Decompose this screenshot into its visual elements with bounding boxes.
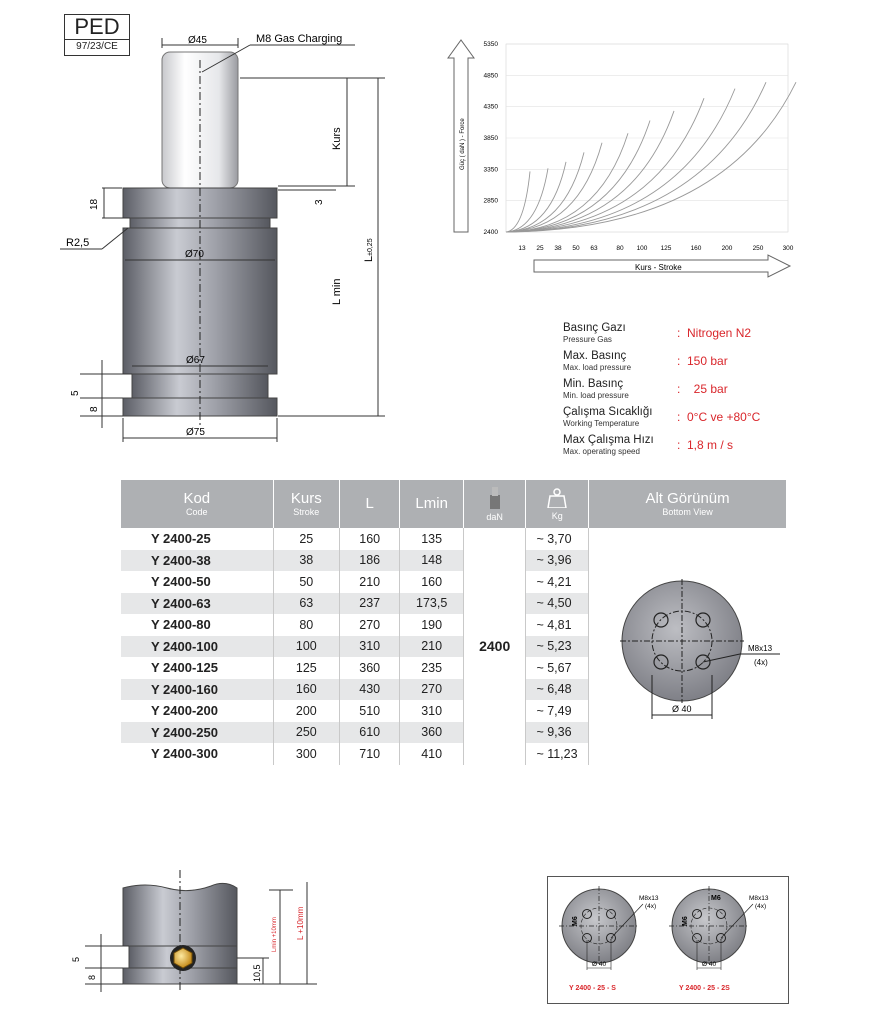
l-letter: L bbox=[363, 255, 375, 262]
y-tick-label: 3850 bbox=[483, 135, 498, 142]
cell-kurs: 200 bbox=[273, 700, 339, 722]
valve-mark: M6 bbox=[682, 916, 689, 926]
bv-thread: M8x13 bbox=[748, 644, 773, 653]
lower-dim-8: 8 bbox=[87, 974, 97, 980]
x-tick-label: 300 bbox=[782, 245, 794, 252]
dim-18-label: 18 bbox=[89, 198, 100, 210]
cell-kurs: 125 bbox=[273, 657, 339, 679]
variant-count: (4x) bbox=[755, 903, 767, 910]
spec-value: : 150 bar bbox=[677, 354, 728, 368]
force-cylinder-icon bbox=[488, 487, 502, 509]
cell-l: 710 bbox=[340, 743, 400, 765]
variant-thread: M8x13 bbox=[749, 895, 769, 902]
spec-label: Basınç Gazı bbox=[563, 322, 626, 334]
x-tick-label: 25 bbox=[536, 245, 544, 252]
spec-label-en: Max. load pressure bbox=[563, 363, 632, 372]
cell-kurs: 250 bbox=[273, 722, 339, 744]
weight-icon bbox=[547, 488, 567, 508]
lmin-dim-label: L min bbox=[331, 278, 343, 305]
dia-75-label: Ø75 bbox=[186, 427, 205, 438]
variant-dia: Ø 40 bbox=[592, 961, 607, 968]
valve-mark: M6 bbox=[572, 916, 579, 926]
cell-weight: ~ 5,23 bbox=[526, 636, 589, 658]
cell-l: 510 bbox=[340, 700, 400, 722]
spec-label-en: Working Temperature bbox=[563, 419, 640, 428]
cell-code: Y 2400-80 bbox=[121, 614, 273, 636]
col-kurs: Kurs Stroke bbox=[273, 480, 339, 528]
cell-lmin: 310 bbox=[400, 700, 464, 722]
cylinder-drawing bbox=[0, 0, 460, 460]
cell-code: Y 2400-38 bbox=[121, 550, 273, 572]
y-tick-label: 4350 bbox=[483, 103, 498, 111]
r25-label: R2,5 bbox=[66, 237, 90, 249]
cell-code: Y 2400-300 bbox=[121, 743, 273, 765]
variant-side-drawing bbox=[55, 860, 335, 1000]
ped-title: PED bbox=[65, 15, 129, 40]
cell-kurs: 80 bbox=[273, 614, 339, 636]
variant-bottom-views bbox=[547, 876, 789, 1004]
cell-kurs: 160 bbox=[273, 679, 339, 701]
l-dim-label bbox=[363, 238, 375, 262]
cell-kurs: 63 bbox=[273, 593, 339, 615]
cell-lmin: 410 bbox=[400, 743, 464, 765]
spec-label-en: Pressure Gas bbox=[563, 335, 612, 344]
cell-weight: ~ 3,96 bbox=[526, 550, 589, 572]
cell-code: Y 2400-125 bbox=[121, 657, 273, 679]
bv-dia: Ø 40 bbox=[672, 704, 692, 714]
charging-valve-icon bbox=[174, 948, 192, 968]
y-tick-label: 2400 bbox=[483, 229, 498, 236]
cell-code: Y 2400-250 bbox=[121, 722, 273, 744]
x-tick-label: 80 bbox=[616, 245, 624, 252]
cell-kurs: 25 bbox=[273, 528, 339, 550]
lower-l-note: L +10mm bbox=[296, 906, 305, 940]
dim-3-label: 3 bbox=[314, 199, 325, 205]
variant-right-label: Y 2400 - 25 - 2S bbox=[679, 985, 730, 992]
spec-label: Max. Basınç bbox=[563, 350, 627, 362]
cell-kurs: 38 bbox=[273, 550, 339, 572]
dia-70-label: Ø70 bbox=[185, 249, 204, 260]
spec-label-en: Max. operating speed bbox=[563, 447, 640, 456]
spec-label: Min. Basınç bbox=[563, 378, 624, 390]
lower-dim-5: 5 bbox=[71, 956, 81, 962]
kurs-dim-label: Kurs bbox=[331, 127, 343, 150]
y-axis-label: Güç ( daN ) - Force bbox=[460, 118, 466, 170]
cell-l: 360 bbox=[340, 657, 400, 679]
col-kod: Kod Code bbox=[121, 480, 273, 528]
gas-charging-label: M8 Gas Charging bbox=[256, 33, 343, 45]
cell-weight: ~ 3,70 bbox=[526, 528, 589, 550]
cell-l: 186 bbox=[340, 550, 400, 572]
cell-kurs: 300 bbox=[273, 743, 339, 765]
col-bottom-view: Alt Görünüm Bottom View bbox=[589, 480, 786, 528]
cell-lmin: 148 bbox=[400, 550, 464, 572]
dim-8-label: 8 bbox=[89, 406, 100, 412]
x-tick-label: 200 bbox=[721, 245, 733, 252]
cell-code: Y 2400-50 bbox=[121, 571, 273, 593]
cell-code: Y 2400-100 bbox=[121, 636, 273, 658]
valve-mark: M6 bbox=[711, 895, 721, 902]
x-tick-label: 63 bbox=[590, 245, 598, 252]
x-axis-label: Kurs - Stroke bbox=[635, 263, 682, 272]
lower-lmin-note: Lmin +10mm bbox=[272, 917, 278, 952]
bv-count: (4x) bbox=[754, 658, 768, 667]
spec-row bbox=[555, 322, 855, 348]
x-tick-label: 160 bbox=[690, 245, 702, 252]
variant-left-label: Y 2400 - 25 - S bbox=[569, 985, 616, 992]
variant-thread: M8x13 bbox=[639, 895, 659, 902]
spec-label: Çalışma Sıcaklığı bbox=[563, 406, 653, 418]
dim-5-label: 5 bbox=[70, 390, 81, 396]
spec-label: Max Çalışma Hızı bbox=[563, 434, 654, 446]
x-tick-label: 100 bbox=[636, 245, 648, 252]
cell-lmin: 173,5 bbox=[400, 593, 464, 615]
spec-value: : 25 bar bbox=[677, 382, 728, 396]
spec-label-en: Min. load pressure bbox=[563, 391, 629, 400]
x-tick-label: 13 bbox=[518, 245, 526, 252]
col-l: L bbox=[340, 480, 400, 528]
spec-value: : 0°C ve +80°C bbox=[677, 410, 761, 424]
col-weight: Kg bbox=[526, 480, 589, 528]
y-tick-label: 3350 bbox=[483, 166, 498, 174]
cell-weight: ~ 4,50 bbox=[526, 593, 589, 615]
l-tolerance: ±0,25 bbox=[367, 238, 374, 256]
dia-67-label: Ø67 bbox=[186, 355, 205, 366]
spec-value: : Nitrogen N2 bbox=[677, 326, 752, 340]
y-tick-label: 2850 bbox=[483, 197, 498, 205]
spec-row bbox=[555, 406, 855, 432]
cell-l: 430 bbox=[340, 679, 400, 701]
cell-l: 270 bbox=[340, 614, 400, 636]
variant-count: (4x) bbox=[645, 903, 657, 910]
specs-list bbox=[555, 322, 855, 462]
bottom-view-drawing bbox=[600, 575, 800, 725]
cell-l: 237 bbox=[340, 593, 400, 615]
spec-value: : 1,8 m / s bbox=[677, 438, 734, 452]
cell-l: 210 bbox=[340, 571, 400, 593]
cell-lmin: 270 bbox=[400, 679, 464, 701]
col-lmin: Lmin bbox=[400, 480, 464, 528]
cell-lmin: 135 bbox=[400, 528, 464, 550]
cell-code: Y 2400-63 bbox=[121, 593, 273, 615]
cell-weight: ~ 9,36 bbox=[526, 722, 589, 744]
cell-lmin: 235 bbox=[400, 657, 464, 679]
cell-kurs: 50 bbox=[273, 571, 339, 593]
cell-l: 610 bbox=[340, 722, 400, 744]
dia-top-label: Ø45 bbox=[188, 35, 207, 46]
x-tick-label: 38 bbox=[554, 245, 562, 252]
x-tick-label: 125 bbox=[660, 245, 672, 252]
variant-dia: Ø 40 bbox=[702, 961, 717, 968]
y-tick-label: 4850 bbox=[483, 72, 498, 80]
cell-l: 310 bbox=[340, 636, 400, 658]
cell-weight: ~ 6,48 bbox=[526, 679, 589, 701]
cell-kurs: 100 bbox=[273, 636, 339, 658]
cell-lmin: 210 bbox=[400, 636, 464, 658]
col-force: daN bbox=[463, 480, 526, 528]
ped-directive: 97/23/CE bbox=[76, 41, 118, 52]
cell-force: 2400 bbox=[463, 528, 526, 765]
cell-lmin: 360 bbox=[400, 722, 464, 744]
cell-lmin: 190 bbox=[400, 614, 464, 636]
spec-row bbox=[555, 378, 855, 404]
spec-row bbox=[555, 350, 855, 376]
table-row bbox=[121, 528, 786, 550]
cell-weight: ~ 4,81 bbox=[526, 614, 589, 636]
cell-code: Y 2400-25 bbox=[121, 528, 273, 550]
cell-l: 160 bbox=[340, 528, 400, 550]
cell-weight: ~ 11,23 bbox=[526, 743, 589, 765]
cell-weight: ~ 7,49 bbox=[526, 700, 589, 722]
lower-dim-105: 10,5 bbox=[252, 964, 262, 982]
cell-weight: ~ 5,67 bbox=[526, 657, 589, 679]
x-tick-label: 250 bbox=[752, 245, 764, 252]
spec-row bbox=[555, 434, 855, 460]
cell-code: Y 2400-200 bbox=[121, 700, 273, 722]
x-tick-label: 50 bbox=[572, 245, 580, 252]
cell-lmin: 160 bbox=[400, 571, 464, 593]
y-tick-label: 5350 bbox=[483, 41, 498, 48]
force-chart bbox=[440, 30, 800, 295]
cell-code: Y 2400-160 bbox=[121, 679, 273, 701]
cell-weight: ~ 4,21 bbox=[526, 571, 589, 593]
